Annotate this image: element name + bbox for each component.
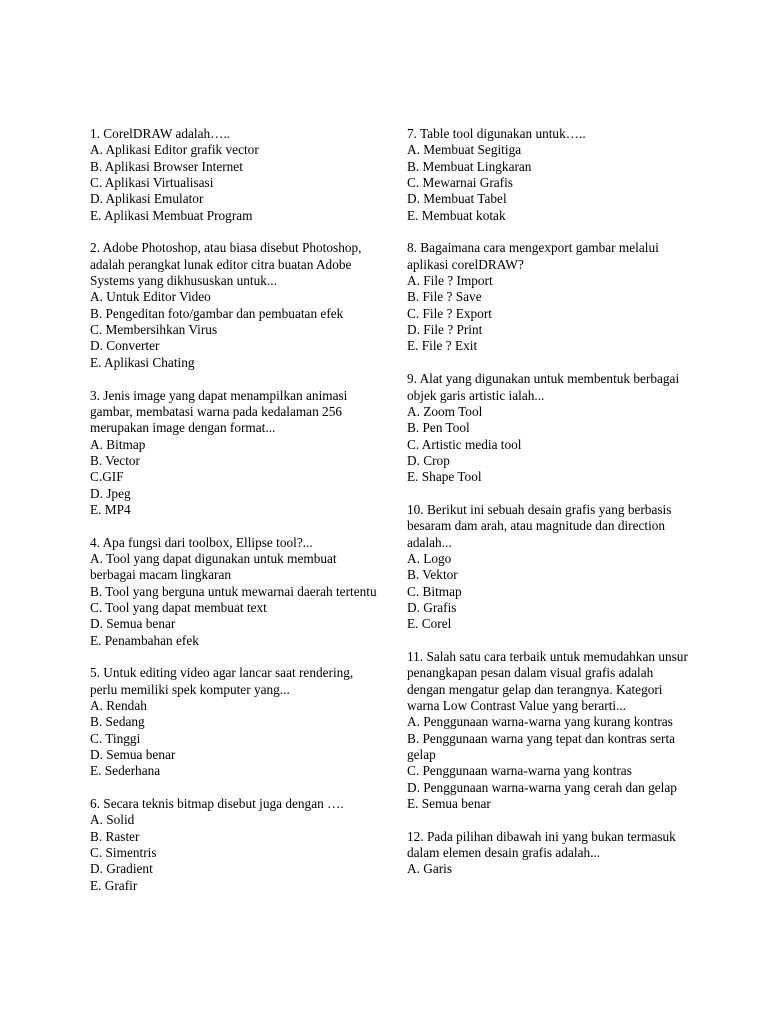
answer-option: B. Pengeditan foto/gambar dan pembuatan efek [90, 305, 344, 321]
answer-option: C. Artistic media tool [407, 436, 522, 452]
question-block [407, 240, 689, 354]
answer-option: C. Penggunaan warna-warna yang kontras [407, 763, 632, 779]
question-text: 11. Salah satu cara terbaik untuk memudahkan unsur penangkapan pesan dalam visual grafis adalah dengan mengatur gelap dan terangnya. Kategori warna Low Contrast Value yang berarti... [407, 649, 688, 714]
answer-option: C. Tool yang dapat membuat text [90, 599, 267, 615]
answer-option: E. Grafir [90, 877, 138, 893]
question-block [407, 371, 689, 485]
answer-option: D. Gradient [90, 861, 153, 877]
answer-option: A. Tool yang dapat digunakan untuk membuat berbagai macam lingkaran [90, 550, 337, 583]
answer-option: A. Membuat Segitiga [407, 142, 522, 158]
question-block [90, 240, 380, 371]
question-block [90, 665, 380, 779]
answer-option: E. Aplikasi Membuat Program [90, 207, 253, 223]
question-text: 1. CorelDRAW adalah….. [90, 126, 231, 141]
answer-option: A. Solid [90, 812, 135, 828]
question-block [90, 388, 380, 519]
answer-option: A. Garis [407, 861, 453, 877]
question-block [90, 796, 380, 894]
answer-option: D. Aplikasi Emulator [90, 191, 204, 207]
question-block [407, 829, 689, 878]
answer-option: A. Aplikasi Editor grafik vector [90, 142, 259, 158]
question-text: 10. Berikut ini sebuah desain grafis yang berbasis besaram dam arah, atau magnitude dan direction adalah... [407, 501, 672, 550]
answer-option: D. Penggunaan warna-warna yang cerah dan gelap [407, 779, 677, 795]
answer-option: B. Penggunaan warna yang tepat dan kontras serta gelap [407, 730, 676, 763]
answer-option: E. MP4 [90, 501, 131, 517]
answer-option: D. Crop [407, 452, 450, 468]
answer-option: B. Raster [90, 828, 140, 844]
question-text: 5. Untuk editing video agar lancar saat rendering, perlu memiliki spek komputer yang... [90, 665, 354, 697]
answer-option: B. Membuat Lingkaran [407, 158, 532, 174]
question-text: 3. Jenis image yang dapat menampilkan animasi gambar, membatasi warna pada kedalaman 256 merupakan image dengan format... [90, 387, 348, 436]
answer-option: E. Sederhana [90, 763, 161, 779]
answer-option: C.GIF [90, 469, 124, 485]
answer-option: B. Pen Tool [407, 420, 470, 436]
question-text: 2. Adobe Photoshop, atau biasa disebut Photoshop, adalah perangkat lunak editor citra buatan Adobe Systems yang dikhususkan untuk... [90, 240, 362, 289]
answer-option: D. Semua benar [90, 616, 176, 632]
answer-option: A. Bitmap [90, 436, 146, 452]
answer-option: B. Vektor [407, 567, 458, 583]
question-text: 8. Bagaimana cara mengexport gambar melalui aplikasi corelDRAW? [407, 240, 659, 272]
question-block [407, 649, 689, 812]
answer-option: E. File ? Exit [407, 338, 478, 354]
answer-option: D. File ? Print [407, 322, 483, 338]
question-block [407, 126, 689, 224]
answer-option: C. Simentris [90, 845, 157, 861]
answer-option: D. Converter [90, 338, 160, 354]
answer-option: B. Tool yang berguna untuk mewarnai daerah tertentu [90, 583, 377, 599]
answer-option: E. Aplikasi Chating [90, 354, 195, 370]
answer-option: C. Bitmap [407, 583, 462, 599]
question-text: 9. Alat yang digunakan untuk membentuk berbagai objek garis artistic ialah... [407, 371, 680, 403]
answer-option: C. Membersihkan Virus [90, 322, 218, 338]
answer-option: E. Semua benar [407, 796, 491, 812]
question-text: 6. Secara teknis bitmap disebut juga dengan …. [90, 796, 344, 812]
answer-option: D. Semua benar [90, 747, 176, 763]
answer-option: A. Rendah [90, 698, 147, 714]
answer-option: D. Jpeg [90, 485, 131, 501]
answer-option: D. Membuat Tabel [407, 191, 507, 207]
question-text: 12. Pada pilihan dibawah ini yang bukan termasuk dalam elemen desain grafis adalah... [407, 828, 676, 861]
answer-option: B. File ? Save [407, 289, 482, 305]
answer-option: C. Mewarnai Grafis [407, 175, 513, 191]
question-block [90, 126, 380, 224]
answer-option: B. Aplikasi Browser Internet [90, 158, 243, 174]
answer-option: C. File ? Export [407, 305, 492, 321]
answer-option: B. Vector [90, 452, 140, 468]
answer-option: D. Grafis [407, 599, 457, 615]
question-block [407, 502, 689, 633]
answer-option: A. Untuk Editor Video [90, 289, 211, 305]
left-column [90, 126, 380, 911]
answer-option: A. File ? Import [407, 273, 493, 289]
question-block [90, 535, 380, 649]
answer-option: C. Aplikasi Virtualisasi [90, 175, 214, 191]
question-text: 4. Apa fungsi dari toolbox, Ellipse tool?... [90, 534, 313, 550]
answer-option: B. Sedang [90, 714, 145, 730]
answer-option: E. Corel [407, 616, 452, 632]
answer-option: A. Penggunaan warna-warna yang kurang kontras [407, 714, 673, 730]
question-text: 7. Table tool digunakan untuk….. [407, 126, 586, 141]
answer-option: E. Membuat kotak [407, 207, 506, 223]
right-column [407, 126, 689, 894]
answer-option: A. Logo [407, 550, 452, 566]
answer-option: E. Shape Tool [407, 469, 482, 485]
answer-option: C. Tinggi [90, 730, 141, 746]
answer-option: E. Penambahan efek [90, 632, 199, 648]
answer-option: A. Zoom Tool [407, 403, 483, 419]
